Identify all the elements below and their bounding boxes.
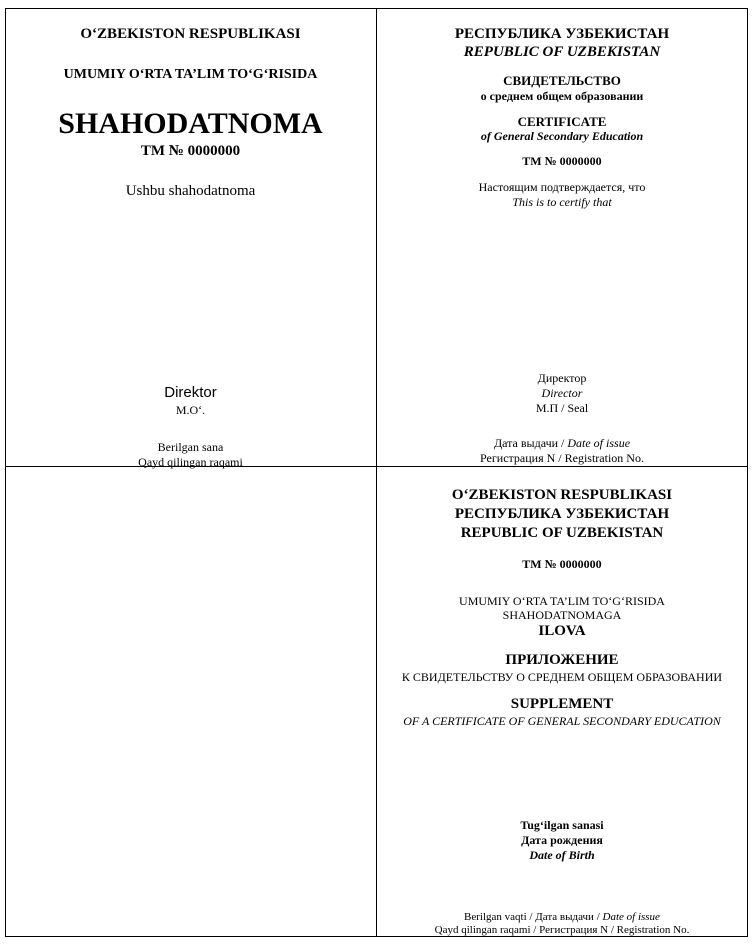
country-name-ru: РЕСПУБЛИКА УЗБЕКИСТАН xyxy=(454,506,670,522)
certificate-title-uz: SHAHODATNOMA xyxy=(58,107,323,140)
seal-label-uz: M.O‘. xyxy=(175,403,206,417)
country-name-en: REPUBLIC OF UZBEKISTAN xyxy=(463,44,661,60)
seal-label: М.П / Seal xyxy=(535,401,589,415)
certificate-title-ru: СВИДЕТЕЛЬСТВО xyxy=(503,73,621,88)
registration-label: Регистрация N / Registration No. xyxy=(480,451,644,465)
supplement-title-ru: ПРИЛОЖЕНИЕ xyxy=(505,652,619,668)
certificate-title-en: CERTIFICATE xyxy=(517,114,607,129)
country-name-uz: O‘ZBEKISTON RESPUBLIKASI xyxy=(80,26,301,42)
intro-text-uz: Ushbu shahodatnoma xyxy=(125,183,256,199)
country-name-ru: РЕСПУБЛИКА УЗБЕКИСТАН xyxy=(454,26,670,42)
supplement-title-en: SUPPLEMENT xyxy=(510,696,614,712)
birth-date-label-en: Date of Birth xyxy=(529,848,595,862)
certify-text-ru: Настоящим подтверждается, что xyxy=(478,180,646,194)
certificate-number: TM № 0000000 xyxy=(522,154,602,168)
issue-date-label-uz-ru: Berilgan vaqti / Дата выдачи / xyxy=(464,911,603,923)
issue-date-label-en: Date of issue xyxy=(602,911,660,923)
registration-label-uz: Qayd qilingan raqami xyxy=(138,455,243,469)
director-label-ru: Директор xyxy=(537,371,587,385)
issue-date-label xyxy=(377,911,747,923)
supplement-subtitle-ru: К СВИДЕТЕЛЬСТВУ О СРЕДНЕМ ОБЩЕМ ОБРАЗОВАНИИ xyxy=(401,670,723,684)
supplement-subtitle-en: OF A CERTIFICATE OF GENERAL SECONDARY EDUCATION xyxy=(403,714,721,728)
certificate-number: TM № 0000000 xyxy=(140,143,241,159)
issue-date-label xyxy=(377,436,747,451)
certificate-subtitle-en: of General Secondary Education xyxy=(480,129,644,143)
birth-date-label-ru: Дата рождения xyxy=(521,833,603,847)
certify-text-en: This is to certify that xyxy=(512,195,612,209)
registration-label: Qayd qilingan raqami / Регистрация N / Registration No. xyxy=(434,924,690,936)
supplement-line-uz-1: UMUMIY O‘RTA TA’LIM TO‘G‘RISIDA xyxy=(459,594,665,608)
certificate-subtitle-uz: UMUMIY O‘RTA TA’LIM TO‘G‘RISIDA xyxy=(63,67,318,82)
issue-date-label-uz: Berilgan sana xyxy=(157,440,224,454)
vertical-divider xyxy=(376,8,377,937)
supplement-title-uz: ILOVA xyxy=(538,623,586,639)
certificate-subtitle-ru: о среднем общем образовании xyxy=(480,89,644,103)
issue-date-label-en: Date of issue xyxy=(567,436,631,450)
director-label-en: Director xyxy=(541,386,583,400)
certificate-number: TM № 0000000 xyxy=(522,557,602,571)
country-name-en: REPUBLIC OF UZBEKISTAN xyxy=(460,525,664,541)
issue-date-label-ru: Дата выдачи / xyxy=(493,436,568,450)
birth-date-label-uz: Tug‘ilgan sanasi xyxy=(520,818,604,832)
director-label-uz: Direktor xyxy=(164,384,217,401)
supplement-line-uz-2: SHAHODATNOMAGA xyxy=(502,608,622,622)
country-name-uz: O‘ZBEKISTON RESPUBLIKASI xyxy=(451,487,673,503)
